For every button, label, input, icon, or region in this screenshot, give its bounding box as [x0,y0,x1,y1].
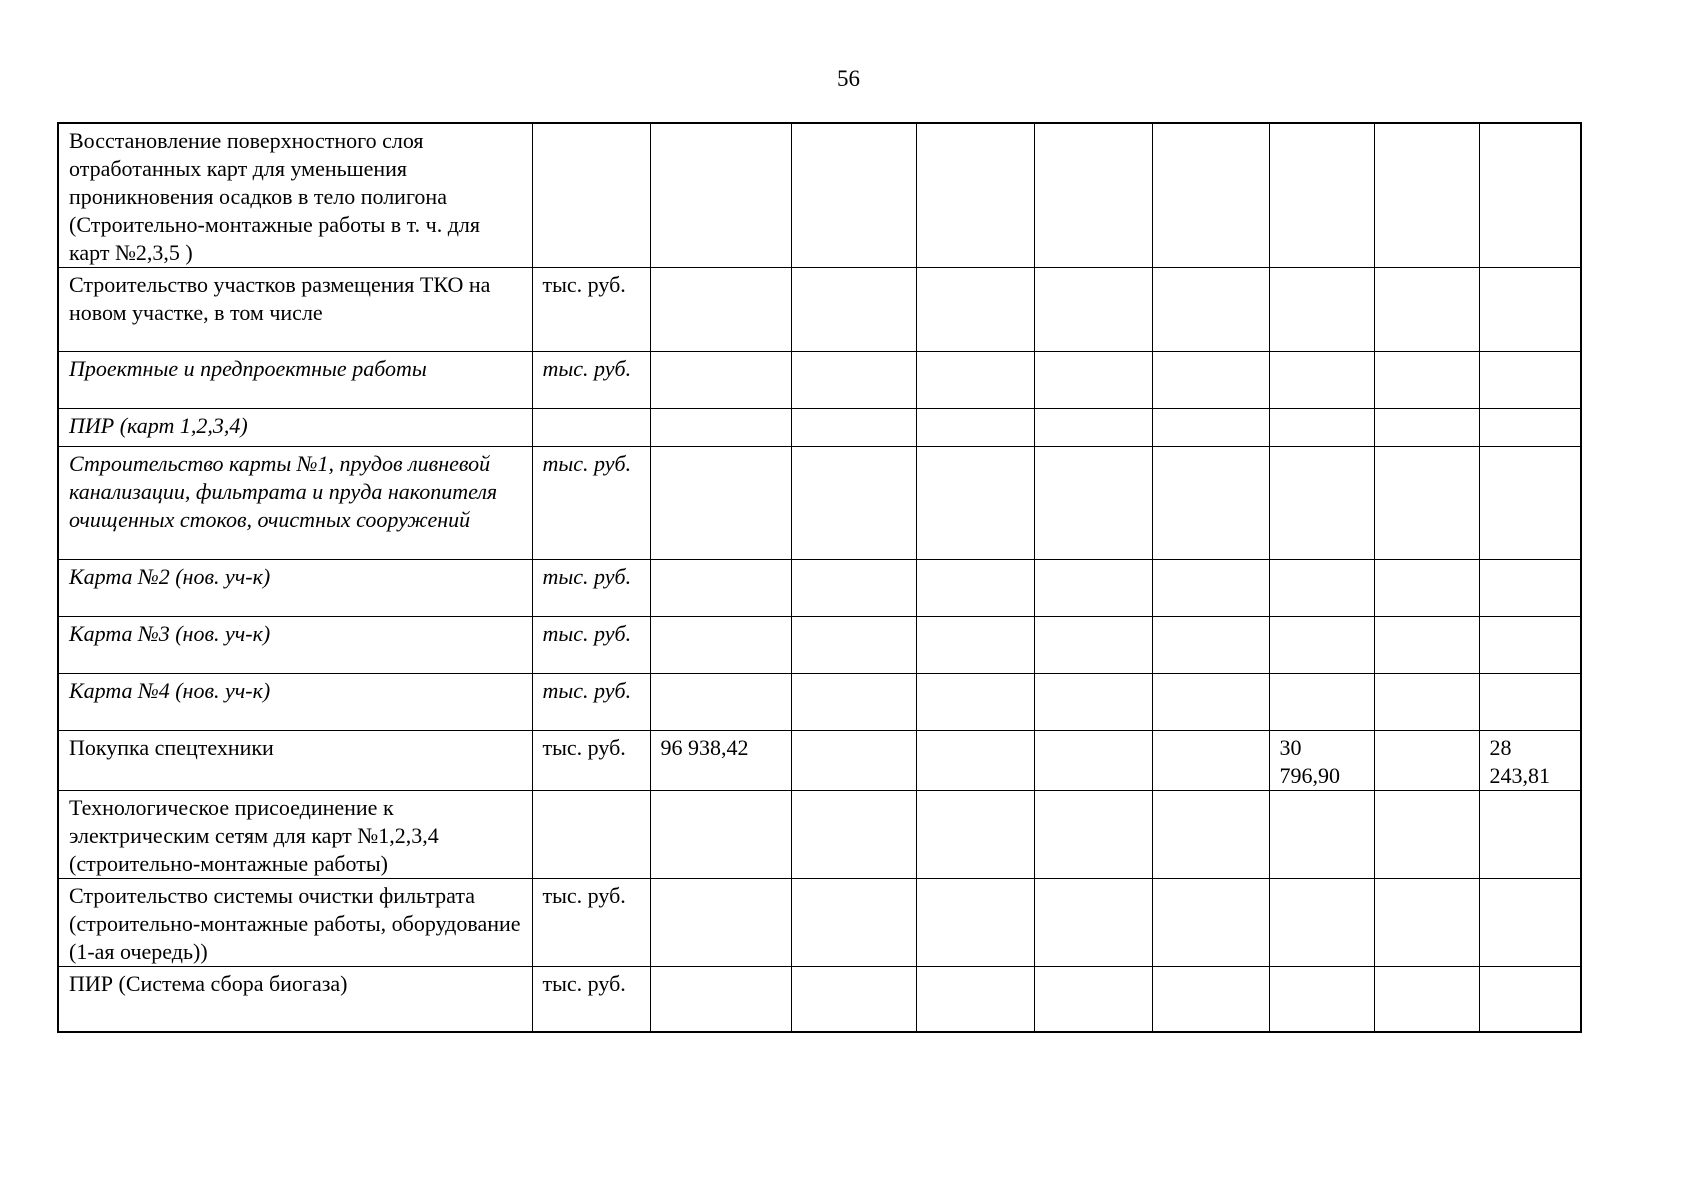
value-cell [916,352,1034,409]
row-name-cell: Карта №4 (нов. уч-к) [58,674,532,731]
value-cell [791,352,916,409]
table-row [58,731,1581,791]
value-cell [1152,879,1269,967]
value-cell [791,617,916,674]
value-cell [1034,268,1152,352]
value-cell [1269,617,1374,674]
value-cell [1269,123,1374,268]
value-cell [916,447,1034,560]
table-row [58,447,1581,560]
value-cell [1269,409,1374,447]
table-row [58,560,1581,617]
value-cell [1374,268,1479,352]
value-cell [1479,967,1581,1032]
value-cell [1269,352,1374,409]
value-cell: 30 796,90 [1269,731,1374,791]
value-cell [1374,123,1479,268]
value-cell [650,560,791,617]
value-cell [1374,560,1479,617]
table-body [58,123,1581,1032]
value-cell [791,409,916,447]
value-cell [1034,352,1152,409]
value-cell [1479,123,1581,268]
value-cell [650,967,791,1032]
value-cell [650,791,791,879]
page-number: 56 [837,66,860,91]
row-name-cell: Строительство участков размещения ТКО на новом участке, в том числе [58,268,532,352]
value-cell [1374,447,1479,560]
value-cell [916,268,1034,352]
value-cell [1152,731,1269,791]
value-cell [916,123,1034,268]
value-cell [791,967,916,1032]
value-cell [650,617,791,674]
value-cell [1374,352,1479,409]
value-cell [916,409,1034,447]
value-cell [650,409,791,447]
value-cell [791,560,916,617]
row-name-cell: Карта №3 (нов. уч-к) [58,617,532,674]
value-cell [1374,674,1479,731]
row-unit-cell [532,123,650,268]
value-cell [1479,409,1581,447]
row-unit-cell: тыс. руб. [532,731,650,791]
row-name-cell: Проектные и предпроектные работы [58,352,532,409]
row-unit-cell [532,791,650,879]
value-cell [791,447,916,560]
value-cell [650,268,791,352]
value-cell [1034,674,1152,731]
value-cell [1479,617,1581,674]
value-cell [1269,791,1374,879]
row-unit-cell: тыс. руб. [532,617,650,674]
value-cell [1034,791,1152,879]
value-cell [916,560,1034,617]
value-cell [1034,447,1152,560]
value-cell [791,268,916,352]
value-cell [1152,447,1269,560]
value-cell [1374,617,1479,674]
value-cell [1152,967,1269,1032]
value-cell [916,879,1034,967]
value-cell [791,879,916,967]
value-cell [1034,879,1152,967]
value-cell [791,674,916,731]
value-cell [916,731,1034,791]
value-cell [1152,791,1269,879]
value-cell [1479,879,1581,967]
table-row [58,409,1581,447]
row-name-cell: Строительство карты №1, прудов ливневой канализации, фильтрата и пруда накопителя очищенных стоков, очистных сооружений [58,447,532,560]
row-unit-cell: тыс. руб. [532,674,650,731]
value-cell [1034,731,1152,791]
value-cell [916,674,1034,731]
table-row [58,352,1581,409]
row-name-cell: Покупка спецтехники [58,731,532,791]
row-unit-cell: тыс. руб. [532,879,650,967]
value-cell [791,791,916,879]
value-cell [1374,791,1479,879]
value-cell [1374,731,1479,791]
value-cell [1152,268,1269,352]
value-cell [1034,560,1152,617]
row-unit-cell: тыс. руб. [532,352,650,409]
row-unit-cell [532,409,650,447]
row-name-cell: ПИР (Система сбора биогаза) [58,967,532,1032]
value-cell [1152,674,1269,731]
value-cell [1269,879,1374,967]
value-cell [1479,791,1581,879]
value-cell [1152,123,1269,268]
value-cell [791,731,916,791]
row-unit-cell: тыс. руб. [532,447,650,560]
value-cell [1269,674,1374,731]
value-cell [1034,123,1152,268]
row-unit-cell: тыс. руб. [532,560,650,617]
row-name-cell: ПИР (карт 1,2,3,4) [58,409,532,447]
value-cell [916,617,1034,674]
value-cell [1269,560,1374,617]
row-name-cell: Карта №2 (нов. уч-к) [58,560,532,617]
value-cell [1479,674,1581,731]
value-cell: 28 243,81 [1479,731,1581,791]
row-unit-cell: тыс. руб. [532,268,650,352]
value-cell [1479,560,1581,617]
value-cell [1034,967,1152,1032]
value-cell [1269,268,1374,352]
row-unit-cell: тыс. руб. [532,967,650,1032]
table-row [58,123,1581,268]
table-row [58,879,1581,967]
value-cell [1152,560,1269,617]
value-cell [1479,447,1581,560]
value-cell [1374,879,1479,967]
table-row [58,617,1581,674]
table-row [58,674,1581,731]
table-row [58,268,1581,352]
value-cell [1034,409,1152,447]
row-name-cell: Восстановление поверхностного слоя отработанных карт для уменьшения проникновения осадков в тело полигона (Строительно-монтажные работы в т. ч. для карт №2,3,5 ) [58,123,532,268]
value-cell: 96 938,42 [650,731,791,791]
table-row [58,791,1581,879]
value-cell [1269,967,1374,1032]
value-cell [1152,617,1269,674]
row-name-cell: Строительство системы очистки фильтрата (строительно-монтажные работы, оборудование (1-ая очередь)) [58,879,532,967]
value-cell [1152,352,1269,409]
value-cell [791,123,916,268]
row-name-cell: Технологическое присоединение к электрическим сетям для карт №1,2,3,4 (строительно-монтажные работы) [58,791,532,879]
value-cell [1034,617,1152,674]
value-cell [916,791,1034,879]
value-cell [650,674,791,731]
value-cell [1152,409,1269,447]
value-cell [916,967,1034,1032]
budget-table [57,122,1582,1033]
value-cell [650,447,791,560]
value-cell [1479,352,1581,409]
table-row [58,967,1581,1032]
value-cell [1479,268,1581,352]
value-cell [1374,409,1479,447]
value-cell [650,123,791,268]
value-cell [1374,967,1479,1032]
value-cell [1269,447,1374,560]
value-cell [650,879,791,967]
value-cell [650,352,791,409]
